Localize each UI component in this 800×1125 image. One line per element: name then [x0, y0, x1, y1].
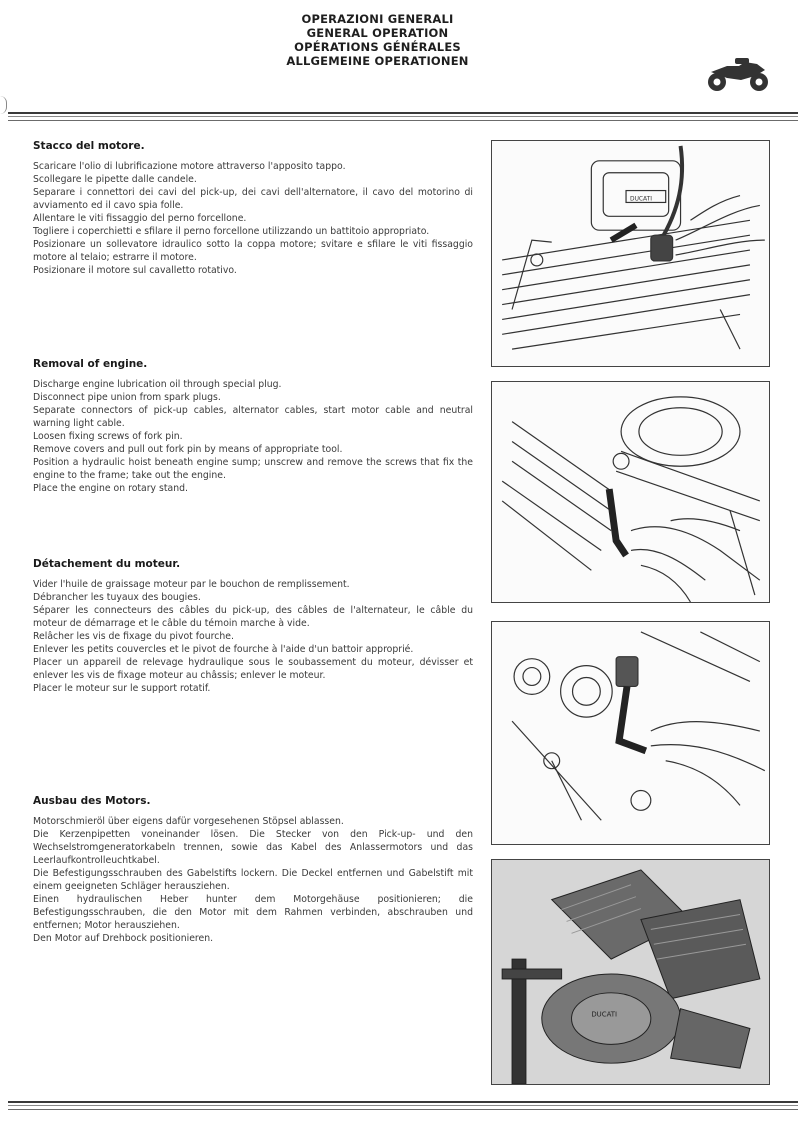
section-german — [33, 795, 473, 945]
section-heading: Removal of engine. — [33, 358, 148, 370]
section-heading: Détachement du moteur. — [33, 558, 181, 570]
instruction-line: Die Kerzenpipetten voneinander lösen. Die Stecker von den Pick-up- und den Wechselstromgeneratorkabeln trennen, sowie das Kabel des Anlassermotors und das Leerlaufkontrolleuchtkabel. — [33, 829, 473, 866]
page-title-block — [200, 12, 555, 68]
instruction-line: Placer le moteur sur le support rotatif. — [33, 683, 211, 694]
instruction-line: Loosen fixing screws of fork pin. — [33, 431, 183, 442]
instruction-line: Scollegare le pipette dalle candele. — [33, 174, 197, 185]
figure-spark-plug-disconnect — [491, 140, 770, 367]
section-english — [33, 358, 473, 495]
section-heading: Stacco del motore. — [33, 140, 145, 152]
instruction-line: Vider l'huile de graissage moteur par le bouchon de remplissement. — [33, 579, 350, 590]
instruction-line: Motorschmieröl über eigens dafür vorgesehenen Stöpsel ablassen. — [33, 816, 344, 827]
section-italian — [33, 140, 473, 277]
instruction-line: Position a hydraulic hoist beneath engine sump; unscrew and remove the screws that fix the engine to the frame; take out the engine. — [33, 457, 473, 481]
instruction-line: Séparer les connecteurs des câbles du pick-up, des câbles de l'alternateur, le câble du moteur de démarrage et le câble du témoin marche à vide. — [33, 605, 473, 629]
instruction-line: Remove covers and pull out fork pin by means of appropriate tool. — [33, 444, 343, 455]
oil-drain-illustration — [492, 382, 769, 602]
instruction-line: Disconnect pipe union from spark plugs. — [33, 392, 221, 403]
engine-head-illustration — [492, 141, 769, 366]
instruction-line: Einen hydraulischen Heber hunter dem Motorgehäuse positionieren; die Befestigungsschrauben, die den Motor mit dem Rahmen verbinden, abschrauben und entfernen; Motor herausziehen. — [33, 894, 473, 931]
title-french: OPÉRATIONS GÉNÉRALES — [294, 40, 461, 54]
instruction-line: Débrancher les tuyaux des bougies. — [33, 592, 201, 603]
instruction-line: Place the engine on rotary stand. — [33, 483, 188, 494]
instruction-line: Den Motor auf Drehbock positionieren. — [33, 933, 214, 944]
section-heading: Ausbau des Motors. — [33, 795, 151, 807]
instruction-line: Enlever les petits couvercles et le pivot de fourche à l'aide d'un battoir approprié. — [33, 644, 414, 655]
instruction-line: Separare i connettori dei cavi del pick-up, dei cavi dell'alternatore, il cavo del motorino di avviamento ed il cavo spia folle. — [33, 187, 473, 211]
instruction-line: Relâcher les vis de fixage du pivot fourche. — [33, 631, 234, 642]
page-header — [0, 12, 800, 112]
title-german: ALLGEMEINE OPERATIONEN — [286, 54, 469, 68]
brand-plate-label: DUCATI — [630, 195, 653, 203]
instruction-line: Togliere i coperchietti e sfilare il perno forcellone utilizzando un battitoio appropriato. — [33, 226, 430, 237]
motorcycle-icon — [705, 54, 771, 94]
instruction-line: Allentare le viti fissaggio del perno forcellone. — [33, 213, 247, 224]
instruction-line: Discharge engine lubrication oil through special plug. — [33, 379, 282, 390]
figure-engine-on-stand — [491, 859, 770, 1085]
engine-stand-photo — [492, 860, 769, 1084]
header-rule — [8, 112, 798, 121]
title-english: GENERAL OPERATION — [306, 26, 449, 40]
instruction-line: Separate connectors of pick-up cables, alternator cables, start motor cable and neutral warning light cable. — [33, 405, 473, 429]
engine-brand-label: DUCATI — [591, 1010, 618, 1019]
footer-rule — [8, 1101, 798, 1110]
instruction-line: Posizionare un sollevatore idraulico sotto la coppa motore; svitare e sfilare le viti fissaggio motore al telaio; estrarre il motore. — [33, 239, 473, 263]
figure-oil-plug — [491, 381, 770, 603]
fork-pin-illustration — [492, 622, 769, 844]
instruction-line: Placer un appareil de relevage hydraulique sous le soubassement du moteur, dévisser et enlever les vis de fixage moteur au châssis; enlever le moteur. — [33, 657, 473, 681]
instruction-line: Posizionare il motore sul cavalletto rotativo. — [33, 265, 237, 276]
section-french — [33, 558, 473, 695]
figure-fork-pin — [491, 621, 770, 845]
instruction-line: Scaricare l'olio di lubrificazione motore attraverso l'apposito tappo. — [33, 161, 346, 172]
title-italian: OPERAZIONI GENERALI — [301, 12, 454, 26]
instruction-line: Die Befestigungsschrauben des Gabelstifts lockern. Die Deckel entfernen und Gabelstift mit einem geeigneten Schläger herausziehen. — [33, 868, 473, 892]
